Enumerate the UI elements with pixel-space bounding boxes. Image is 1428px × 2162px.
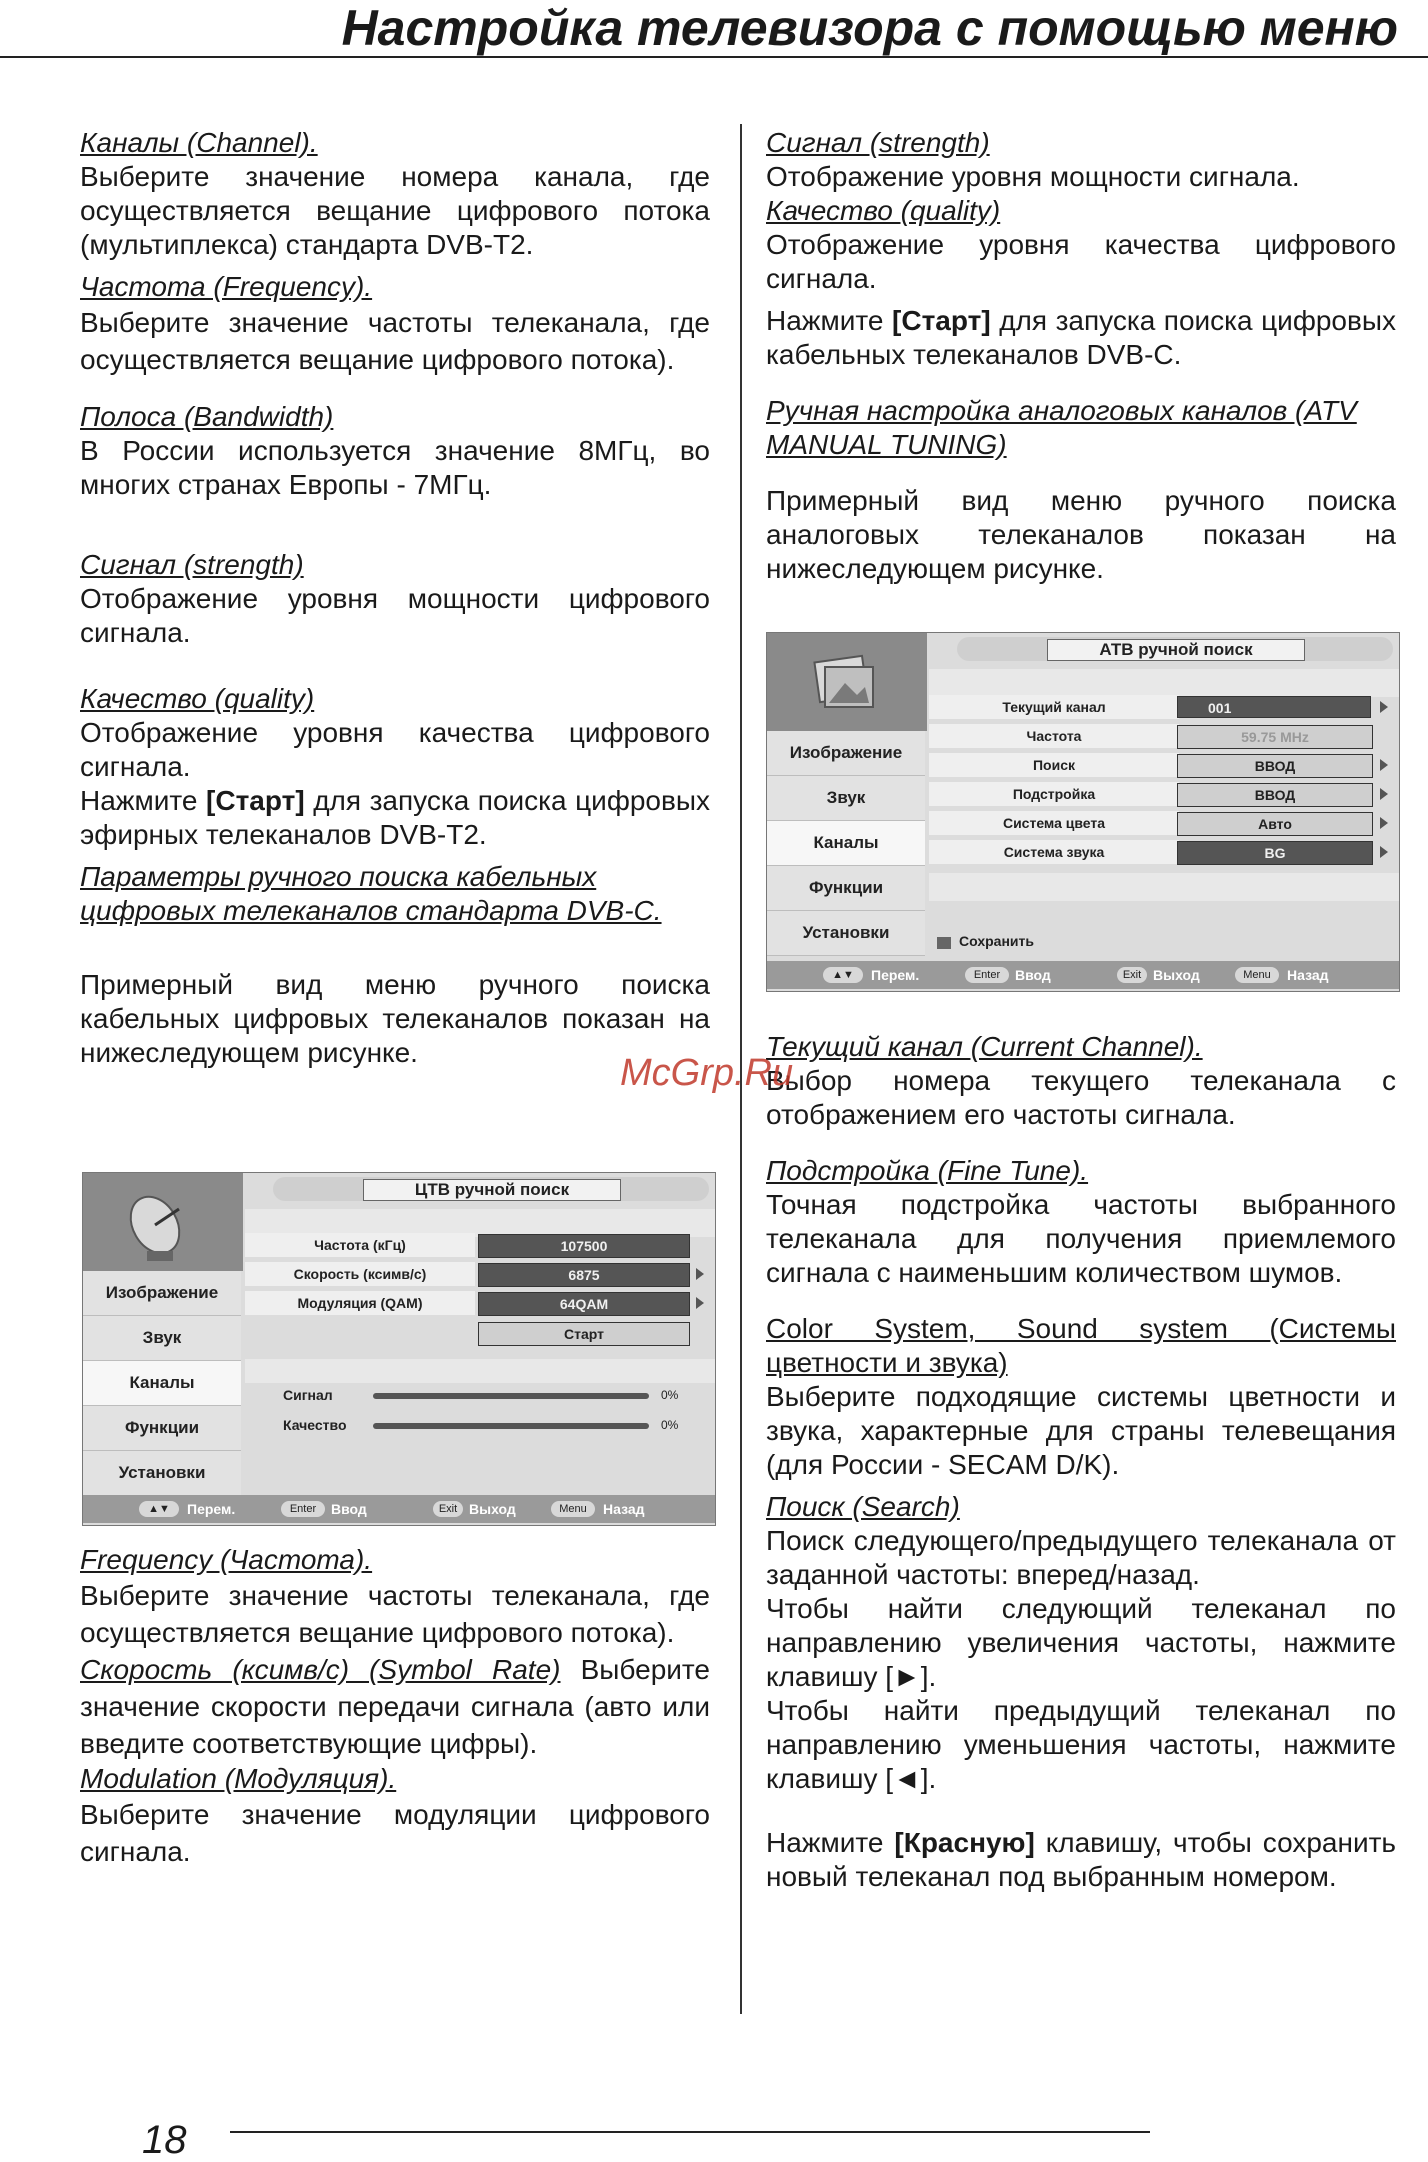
dtv-symbol-rate-value[interactable]: 6875 bbox=[478, 1263, 690, 1287]
sidebar-item-functions[interactable]: Функции bbox=[83, 1406, 241, 1451]
r-start-key: [Старт] bbox=[892, 305, 991, 336]
exit-key-icon: Exit bbox=[1117, 967, 1147, 983]
right-arrow-icon[interactable] bbox=[1380, 788, 1388, 800]
r-strength-text: Отображение уровня мощности сигнала. bbox=[766, 161, 1300, 192]
r-start-instruction bbox=[766, 304, 1396, 372]
search-text-1: Поиск следующего/предыдущего телеканала от заданной частоты: вперед/назад. bbox=[766, 1525, 1396, 1590]
r-quality-heading: Качество (quality) bbox=[766, 195, 1001, 226]
right-arrow-icon[interactable] bbox=[1380, 759, 1388, 771]
left-column-lower bbox=[80, 1543, 710, 1870]
dtv-quality-label: Качество bbox=[283, 1417, 347, 1433]
atv-footer-bar bbox=[767, 961, 1399, 989]
atv-row-color-system-label: Система цвета bbox=[929, 811, 1179, 835]
current-channel-text: Выбор номера текущего телеканала с отображением его частоты сигнала. bbox=[766, 1065, 1396, 1130]
satellite-dish-icon bbox=[83, 1173, 243, 1271]
dtv-modulation-value[interactable]: 64QAM bbox=[478, 1292, 690, 1316]
strength-heading: Сигнал (strength) bbox=[80, 549, 304, 580]
r-strength-heading: Сигнал (strength) bbox=[766, 127, 990, 158]
right-arrow-icon[interactable] bbox=[1380, 701, 1388, 713]
nav-keys-icon: ▲▼ bbox=[139, 1501, 179, 1517]
nav-hint: Перем. bbox=[187, 1501, 236, 1517]
search-heading: Поиск (Search) bbox=[766, 1491, 960, 1522]
footer-rule bbox=[230, 2131, 1150, 2133]
atv-row-fine-tune-label: Подстройка bbox=[929, 782, 1179, 806]
sidebar-item-functions[interactable]: Функции bbox=[767, 866, 925, 911]
fine-tune-text: Точная подстройка частоты выбранного телеканала для получения приемлемого сигнала с наименьшим количеством шумов. bbox=[766, 1189, 1396, 1288]
sidebar-item-sound[interactable]: Звук bbox=[767, 776, 925, 821]
menu-key-icon: Menu bbox=[1235, 967, 1279, 983]
atv-row-search-label: Поиск bbox=[929, 753, 1179, 777]
frequency-text: Выберите значение частоты телеканала, где осуществляется вещание цифрового потока). bbox=[80, 307, 710, 375]
symbol-rate-paragraph bbox=[80, 1651, 710, 1762]
page-title: Настройка телевизора с помощью меню bbox=[341, 0, 1398, 56]
start-instruction bbox=[80, 784, 710, 852]
exit-hint: Выход bbox=[1153, 967, 1200, 983]
back-hint: Назад bbox=[1287, 967, 1329, 983]
frequency2-text: Выберите значение частоты телеканала, где осуществляется вещание цифрового потока). bbox=[80, 1580, 710, 1648]
menu-key-icon: Menu bbox=[551, 1501, 595, 1517]
left-column bbox=[80, 126, 710, 1070]
atv-frequency-value: 59.75 MHz bbox=[1177, 725, 1373, 749]
enter-hint: Ввод bbox=[1015, 967, 1051, 983]
atv-row-sound-system-label: Система звука bbox=[929, 840, 1179, 864]
page-number: 18 bbox=[142, 2118, 187, 2162]
channel-heading: Каналы (Channel). bbox=[80, 127, 318, 158]
atv-search-value[interactable]: ВВОД bbox=[1177, 754, 1373, 778]
quality-text: Отображение уровня качества цифрового сигнала. bbox=[80, 717, 710, 782]
right-arrow-icon[interactable] bbox=[1380, 846, 1388, 858]
sidebar-item-picture[interactable]: Изображение bbox=[83, 1271, 241, 1316]
r-start-instruction-post: для запуска поиска цифровых кабельных телеканалов DVB-C. bbox=[766, 305, 1397, 370]
atv-heading: Ручная настройка аналоговых каналов (ATV MANUAL TUNING) bbox=[766, 395, 1357, 460]
atv-current-channel-value[interactable]: 001 bbox=[1177, 696, 1371, 718]
dtv-menu-title: ЦТВ ручной поиск bbox=[363, 1179, 621, 1201]
atv-row-spacer bbox=[929, 873, 1399, 901]
dtv-row-frequency-label: Частота (кГц) bbox=[245, 1233, 475, 1257]
picture-frame-icon bbox=[767, 633, 927, 731]
dtv-signal-label: Сигнал bbox=[283, 1387, 333, 1403]
enter-key-icon: Enter bbox=[965, 967, 1009, 983]
right-column-lower bbox=[766, 1030, 1396, 1894]
modulation-heading: Modulation (Модуляция). bbox=[80, 1763, 397, 1794]
dtv-signal-bar bbox=[373, 1393, 649, 1399]
sidebar-item-sound[interactable]: Звук bbox=[83, 1316, 241, 1361]
red-key-label: [Красную] bbox=[894, 1827, 1035, 1858]
search-text-3: Чтобы найти предыдущий телеканал по направлению уменьшения частоты, нажмите клавишу [◄]. bbox=[766, 1695, 1396, 1794]
symbol-rate-heading: Скорость (ксимв/с) (Symbol Rate) bbox=[80, 1654, 561, 1685]
red-key-icon bbox=[937, 937, 951, 949]
dtv-frequency-value[interactable]: 107500 bbox=[478, 1234, 690, 1258]
right-arrow-icon[interactable] bbox=[696, 1297, 704, 1309]
right-arrow-icon[interactable] bbox=[696, 1268, 704, 1280]
red-key-instruction bbox=[766, 1826, 1396, 1894]
dtv-row-spacer bbox=[245, 1359, 715, 1383]
search-text-2: Чтобы найти следующий телеканал по направлению увеличения частоты, нажмите клавишу [►]. bbox=[766, 1593, 1396, 1692]
fine-tune-heading: Подстройка (Fine Tune). bbox=[766, 1155, 1089, 1186]
enter-hint: Ввод bbox=[331, 1501, 367, 1517]
sidebar-item-settings[interactable]: Установки bbox=[767, 911, 925, 956]
sidebar-item-picture[interactable]: Изображение bbox=[767, 731, 925, 776]
channel-text: Выберите значение номера канала, где осуществляется вещание цифрового потока (мультиплекса) стандарта DVB-T2. bbox=[80, 161, 710, 260]
frequency2-heading: Frequency (Частота). bbox=[80, 1544, 373, 1575]
exit-key-icon: Exit bbox=[433, 1501, 463, 1517]
r-start-instruction-pre: Нажмите bbox=[766, 305, 893, 336]
frequency-heading: Частота (Frequency). bbox=[80, 271, 373, 302]
atv-save-hint: Сохранить bbox=[959, 933, 1034, 949]
sidebar-item-channels[interactable]: Каналы bbox=[83, 1361, 241, 1406]
atv-menu-title: АТВ ручной поиск bbox=[1047, 639, 1305, 661]
enter-key-icon: Enter bbox=[281, 1501, 325, 1517]
sidebar-item-settings[interactable]: Установки bbox=[83, 1451, 241, 1496]
exit-hint: Выход bbox=[469, 1501, 516, 1517]
r-quality-text: Отображение уровня качества цифрового сигнала. bbox=[766, 229, 1396, 294]
atv-color-system-value[interactable]: Авто bbox=[1177, 812, 1373, 836]
dtv-footer-bar bbox=[83, 1495, 715, 1523]
modulation-text: Выберите значение модуляции цифрового сигнала. bbox=[80, 1799, 710, 1867]
start-key: [Старт] bbox=[206, 785, 305, 816]
atv-row-spacer bbox=[929, 669, 1399, 697]
dtv-manual-search-screenshot bbox=[82, 1172, 716, 1526]
dtv-signal-percent: 0% bbox=[661, 1388, 679, 1402]
dtv-row-modulation-label: Модуляция (QAM) bbox=[245, 1291, 475, 1315]
dtv-quality-percent: 0% bbox=[661, 1418, 679, 1432]
nav-keys-icon: ▲▼ bbox=[823, 967, 863, 983]
start-instruction-post: для запуска поиска цифровых эфирных телеканалов DVB-T2. bbox=[80, 785, 711, 850]
bandwidth-text: В России используется значение 8МГц, во многих странах Европы - 7МГц. bbox=[80, 435, 710, 500]
watermark: McGrp.Ru bbox=[620, 1052, 794, 1094]
bandwidth-heading: Полоса (Bandwidth) bbox=[80, 401, 334, 432]
back-hint: Назад bbox=[603, 1501, 645, 1517]
nav-hint: Перем. bbox=[871, 967, 920, 983]
atv-text: Примерный вид меню ручного поиска аналоговых телеканалов показан на нижеследующем рисунке. bbox=[766, 485, 1396, 584]
atv-row-frequency-label: Частота bbox=[929, 724, 1179, 748]
strength-text: Отображение уровня мощности цифрового сигнала. bbox=[80, 583, 710, 648]
dtv-row-symbol-rate-label: Скорость (ксимв/с) bbox=[245, 1262, 475, 1286]
cable-text: Примерный вид меню ручного поиска кабельных цифровых телеканалов показан на нижеследующем рисунке. bbox=[80, 969, 710, 1068]
red-key-post: клавишу, чтобы сохранить новый телеканал под выбранным номером. bbox=[766, 1827, 1396, 1892]
right-column bbox=[766, 126, 1396, 586]
atv-sound-system-value[interactable]: BG bbox=[1177, 841, 1373, 865]
red-key-pre: Нажмите bbox=[766, 1827, 895, 1858]
atv-row-current-channel-label: Текущий канал bbox=[929, 695, 1179, 719]
dtv-quality-bar bbox=[373, 1423, 649, 1429]
header-rule bbox=[0, 56, 1428, 58]
start-instruction-pre: Нажмите bbox=[80, 785, 207, 816]
atv-fine-tune-value[interactable]: ВВОД bbox=[1177, 783, 1373, 807]
color-sound-text: Выберите подходящие системы цветности и звука, характерные для страны телевещания (для России - SECAM D/K). bbox=[766, 1381, 1396, 1480]
quality-heading: Качество (quality) bbox=[80, 683, 315, 714]
current-channel-heading: Текущий канал (Current Channel). bbox=[766, 1031, 1203, 1062]
cable-heading: Параметры ручного поиска кабельных цифровых телеканалов стандарта DVB-C. bbox=[80, 861, 662, 926]
color-sound-heading: Color System, Sound system (Системы цветности и звука) bbox=[766, 1313, 1396, 1378]
symbol-rate-text: Выберите значение скорости передачи сигнала (авто или введите соответствующие цифры). bbox=[80, 1654, 711, 1759]
right-arrow-icon[interactable] bbox=[1380, 817, 1388, 829]
dtv-start-button[interactable]: Старт bbox=[478, 1322, 690, 1346]
sidebar-item-channels[interactable]: Каналы bbox=[767, 821, 925, 866]
atv-manual-search-screenshot bbox=[766, 632, 1400, 992]
